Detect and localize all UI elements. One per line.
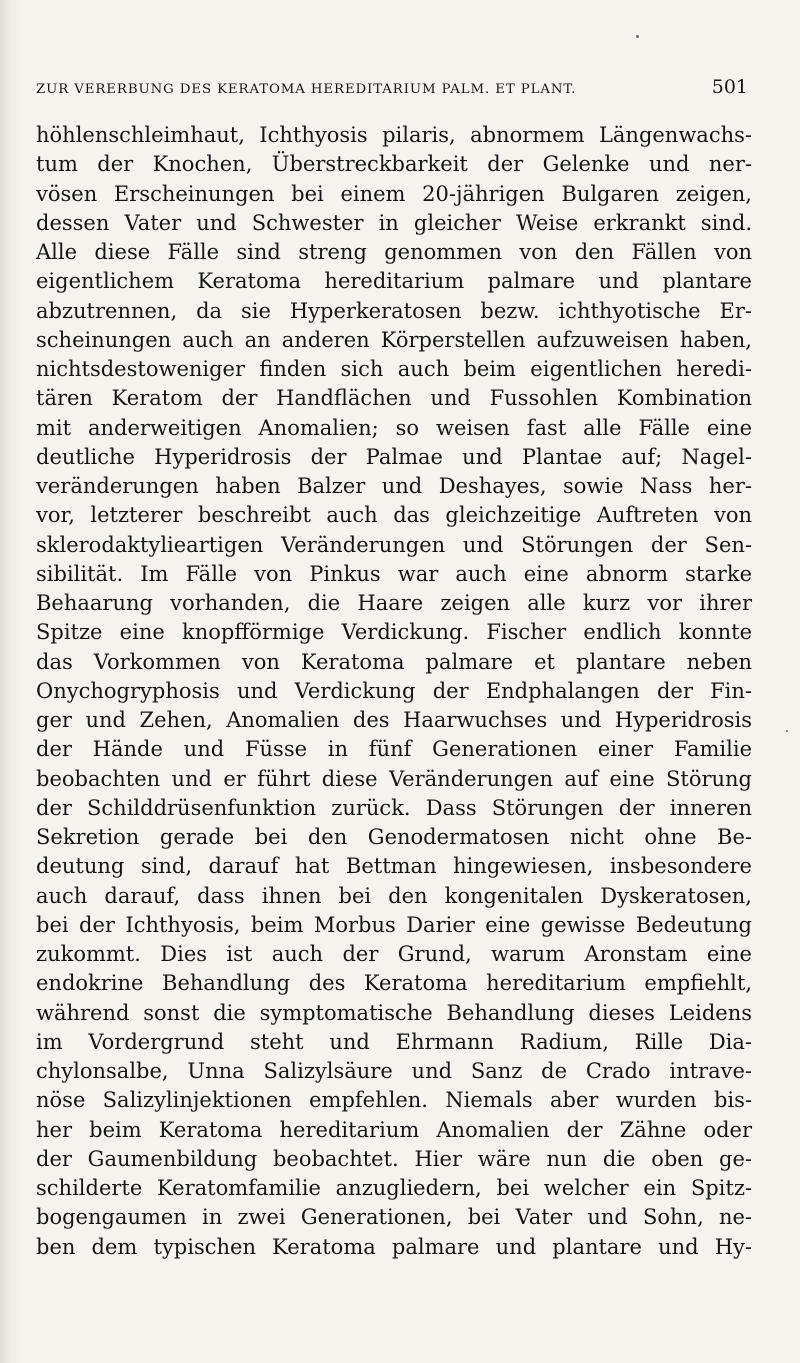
- text-line: deutung sind, darauf hat Bettman hingewiesen, insbesondere: [36, 854, 752, 879]
- paper-speck: [786, 730, 788, 732]
- text-line: beobachten und er führt diese Veränderungen auf eine Störung: [36, 766, 752, 791]
- text-line: chylonsalbe, Unna Salizylsäure und Sanz de Crado intrave-: [36, 1059, 752, 1083]
- text-line: ben dem typischen Keratoma palmare und plantare und Hy-: [36, 1234, 752, 1259]
- text-line: endokrine Behandlung des Keratoma hereditarium empfiehlt,: [36, 971, 752, 996]
- text-line: höhlenschleimhaut, Ichthyosis pilaris, abnormem Längenwachs-: [36, 123, 752, 147]
- text-line: vösen Erscheinungen bei einem 20-jährigen Bulgaren zeigen,: [36, 181, 752, 206]
- text-line: her beim Keratoma hereditarium Anomalien der Zähne oder: [36, 1117, 752, 1142]
- text-line: Behaarung vorhanden, die Haare zeigen alle kurz vor ihrer: [36, 591, 752, 615]
- text-line: Alle diese Fälle sind streng genommen von den Fällen von: [36, 240, 752, 264]
- text-line: scheinungen auch an anderen Körperstellen aufzuweisen haben,: [36, 327, 752, 352]
- text-line: das Vorkommen von Keratoma palmare et plantare neben: [36, 649, 752, 674]
- text-line: dessen Vater und Schwester in gleicher Weise erkrankt sind.: [36, 210, 752, 235]
- text-line: der Gaumenbildung beobachtet. Hier wäre nun die oben ge-: [36, 1146, 752, 1171]
- text-line: Sekretion gerade bei den Genodermatosen nicht ohne Be-: [36, 825, 752, 849]
- page-number: 501: [711, 76, 748, 98]
- text-line: während sonst die symptomatische Behandlung dieses Leidens: [36, 1000, 752, 1025]
- text-line: Onychogryphosis und Verdickung der Endphalangen der Fin-: [36, 678, 752, 703]
- text-line: Spitze eine knopfförmige Verdickung. Fischer endlich konnte: [36, 620, 752, 645]
- text-line: ger und Zehen, Anomalien des Haarwuchses und Hyperidrosis: [36, 708, 752, 732]
- text-line: abzutrennen, da sie Hyperkeratosen bezw. ichthyotische Er-: [36, 298, 752, 323]
- text-line: sibilität. Im Fälle von Pinkus war auch eine abnorm starke: [36, 561, 752, 586]
- text-line: bogengaumen in zwei Generationen, bei Vater und Sohn, ne-: [36, 1205, 752, 1230]
- text-line: deutliche Hyperidrosis der Palmae und Plantae auf; Nagel-: [36, 444, 752, 469]
- text-line: der Hände und Füsse in fünf Generationen einer Familie: [36, 737, 752, 762]
- text-line: im Vordergrund steht und Ehrmann Radium, Rille Dia-: [36, 1029, 752, 1054]
- text-line: auch darauf, dass ihnen bei den kongenitalen Dyskeratosen,: [36, 883, 752, 908]
- text-line: bei der Ichthyosis, beim Morbus Darier eine gewisse Bedeutung: [36, 912, 752, 937]
- text-line: veränderungen haben Balzer und Deshayes, sowie Nass her-: [36, 474, 752, 498]
- text-line: tum der Knochen, Überstreckbarkeit der Gelenke und ner-: [36, 152, 752, 177]
- text-line: der Schilddrüsenfunktion zurück. Dass Störungen der inneren: [36, 795, 752, 820]
- text-line: tären Keratom der Handflächen und Fussohlen Kombination: [36, 386, 752, 411]
- text-line: sklerodaktylieartigen Veränderungen und Störungen der Sen-: [36, 532, 752, 557]
- text-line: mit anderweitigen Anomalien; so weisen fast alle Fälle eine: [36, 415, 752, 440]
- running-head: [36, 76, 748, 104]
- text-line: zukommt. Dies ist auch der Grund, warum Aronstam eine: [36, 942, 752, 966]
- text-line: nöse Salizylinjektionen empfehlen. Niemals aber wurden bis-: [36, 1088, 752, 1113]
- paper-speck: [636, 35, 639, 38]
- running-head-title: ZUR VERERBUNG DES KERATOMA HEREDITARIUM PALM. ET PLANT.: [36, 82, 577, 97]
- text-line: nichtsdestoweniger finden sich auch beim eigentlichen heredi-: [36, 357, 752, 381]
- text-line: vor, letzterer beschreibt auch das gleichzeitige Auftreten von: [36, 503, 752, 528]
- text-line: schilderte Keratomfamilie anzugliedern, bei welcher ein Spitz-: [36, 1176, 752, 1200]
- text-line: eigentlichem Keratoma hereditarium palmare und plantare: [36, 269, 752, 294]
